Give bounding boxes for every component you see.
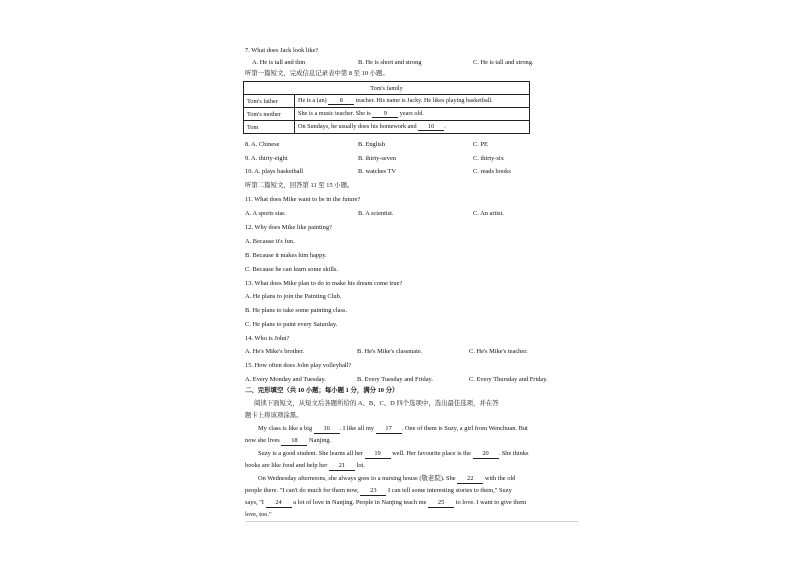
table-row [244,108,530,121]
blank-10: 10 [418,123,444,131]
q12-option-a: A. Because it's fun. [245,238,295,245]
q10-option-c: C. reads books [473,168,511,175]
q12-option-b: B. Because it makes him happy. [245,252,327,259]
q11-question: 11. What does Mike want to be in the future? [245,196,361,203]
q7-question: 7. What does Jack look like? [245,47,319,54]
blank-16: 16 [314,425,340,434]
blank-21: 21 [329,462,355,471]
q10-option-b: B. watches TV [358,168,397,175]
q15-option-b: B. Every Tuesday and Friday. [357,376,433,383]
q14-option-b: B. He's Mike's classmate. [357,348,423,355]
instruction-part1: 听第一篇短文，完成信息记录表中第 8 至 10 小题。 [245,70,389,77]
passage-line: now she lives 18 Nanjing. [245,437,332,444]
q7-option-b: B. He is short and strong [358,59,422,66]
q13-option-a: A. He plans to join the Painting Club. [245,293,342,300]
section2-instruction-line2: 题卡上将该项涂黑。 [245,412,303,419]
instruction-part2: 听第二篇短文，回答第 11 至 15 小题。 [245,182,354,189]
q13-question: 13. What does Mike plan to do to make his dream come true? [245,280,403,287]
q14-option-c: C. He's Mike's teacher. [469,348,528,355]
q9-option-c: C. thirty-six [473,155,504,162]
q8-option-b: B. English [358,141,385,148]
row-key: Tom's father [244,95,295,108]
row-value: He is a (an) 8 teacher. His name is Jacky. He likes playing basketball. [295,95,530,108]
q7-option-c: C. He is tall and strong. [473,59,534,66]
blank-8: 8 [328,97,354,105]
passage-line: Suzy is a good student. She learns all her 19 well. Her favourite place is the 20 . She thinks [258,450,529,457]
q14-option-a: A. He's Mike's brother. [245,348,304,355]
q15-option-a: A. Every Monday and Tuesday. [245,376,326,383]
q15-question: 15. How often does John play volleyball? [245,362,352,369]
q8-option-a: 8. A. Chinese [245,141,280,148]
passage-line: love, too." [245,511,272,518]
q12-question: 12. Why does Mike like painting? [245,224,332,231]
page-bottom-rule [246,521,578,522]
blank-19: 19 [365,450,391,459]
passage-line: people there. "I can't do much for them now, 23 I can tell some interesting stories to them," Suzy [245,487,512,494]
q9-option-a: 9. A. thirty-eight [245,155,288,162]
passage-line: books are like food and help her 21 lot. [245,462,365,469]
q15-option-c: C. Every Thursday and Friday. [469,376,548,383]
section2-instruction-line1: 阅读下面短文，从短文后各题所给的 A、B、C、D 四个选项中，选出最佳选项，并在答 [254,400,499,407]
q7-option-a: A. He is tall and thin [252,59,306,66]
row-key: Tom's mother [244,108,295,121]
table-row [244,121,530,134]
q11-option-c: C. An artist. [473,210,504,217]
section2-heading: 二、完形填空（共 10 小题；每小题 1 分，满分 10 分） [245,387,399,394]
blank-9: 9 [372,110,398,118]
passage-line: says, "I 24 a lot of love in Nanjing. People in Nanjing teach me 25 to love. I want to give them [245,499,527,506]
q14-question: 14. Who is John? [245,335,290,342]
q13-option-b: B. He plans to take some painting class. [245,307,348,314]
table-title: Tom's family [244,82,530,95]
blank-22: 22 [457,475,483,484]
row-key: Tom [244,121,295,134]
q12-option-c: C. Because he can learn some skills. [245,266,338,273]
table-row [244,95,530,108]
blank-20: 20 [473,450,499,459]
q11-option-b: B. A scientist. [358,210,394,217]
blank-23: 23 [360,487,386,496]
q13-option-c: C. He plans to paint every Saturday. [245,321,338,328]
passage-line: On Wednesday afternoons, she always goes to a nursing house (敬老院). She 22 with the old [258,475,516,482]
q8-option-c: C. PE [473,141,488,148]
q10-option-a: 10. A. plays basketball [245,168,304,175]
blank-18: 18 [281,437,307,446]
blank-25: 25 [428,499,454,508]
q9-option-b: B. thirty-seven [358,155,396,162]
q11-option-a: A. A sports star. [245,210,286,217]
blank-17: 17 [376,425,402,434]
row-value: On Sundays, he usually does his homework and 10 . [295,121,530,134]
passage-line: My class is like a big 16 . I like all my 17 . One of them is Suzy, a girl from Wenchuan. But [258,425,528,432]
toms-family-table [243,81,530,134]
row-value: She is a music teacher. She is 9 years old. [295,108,530,121]
blank-24: 24 [266,499,292,508]
